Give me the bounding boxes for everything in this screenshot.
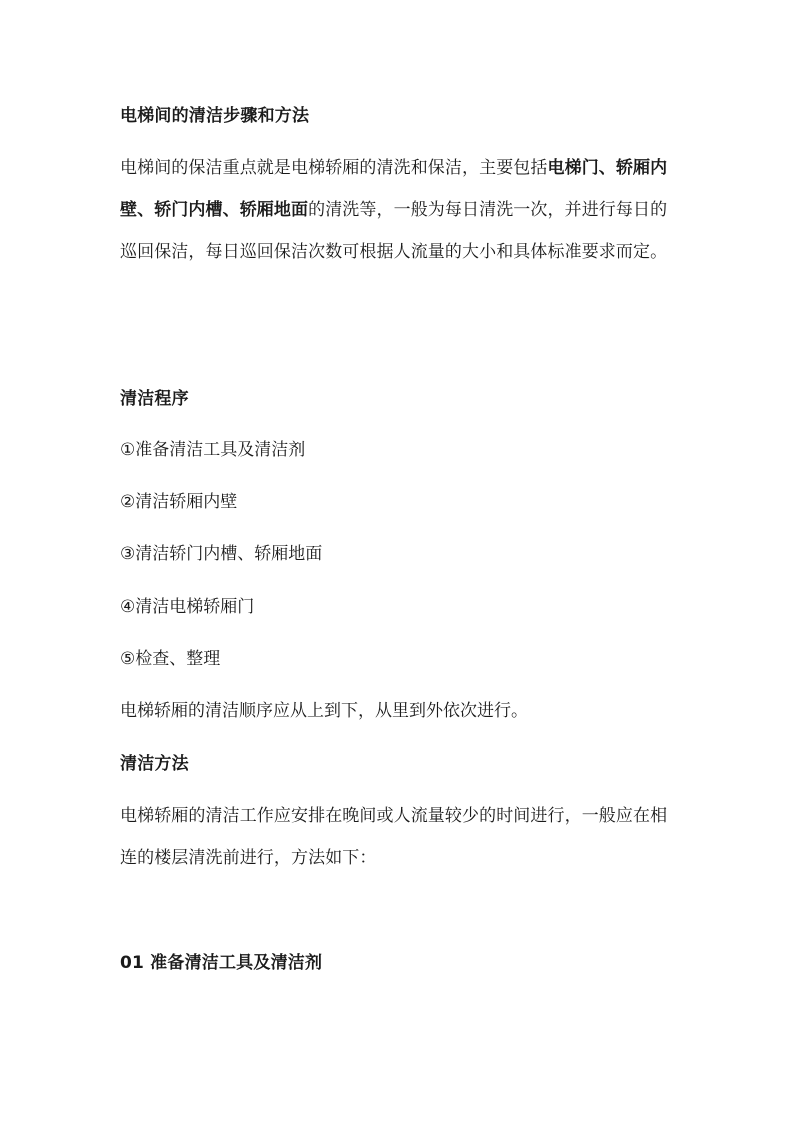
- procedure-step-1: ①准备清洁工具及清洁剂: [120, 440, 306, 460]
- intro-paragraph: [120, 147, 676, 273]
- procedure-step-4: ④清洁电梯轿厢门: [120, 597, 255, 617]
- intro-bold-items: 电梯门、轿厢内壁、轿门内槽、轿厢地面: [120, 158, 668, 220]
- section-01-heading: 01 准备清洁工具及清洁剂: [120, 953, 323, 973]
- procedure-step-3: ③清洁轿门内槽、轿厢地面: [120, 544, 323, 564]
- procedure-step-5: ⑤检查、整理: [120, 649, 221, 669]
- intro-text-start: 电梯间的保洁重点就是电梯轿厢的清洗和保洁，主要包括: [120, 158, 548, 178]
- method-heading: 清洁方法: [120, 754, 189, 774]
- document-title: 电梯间的清洁步骤和方法: [120, 106, 310, 126]
- procedure-heading: 清洁程序: [120, 389, 189, 409]
- cleaning-order-note: 电梯轿厢的清洁顺序应从上到下，从里到外依次进行。: [120, 701, 528, 721]
- intro-text-end: 的清洗等，一般为每日清洗一次，并进行每日的巡回保洁，每日巡回保洁次数可根据人流量的大小和具体标准要求而定。: [120, 200, 668, 262]
- method-paragraph: 电梯轿厢的清洁工作应安排在晚间或人流量较少的时间进行，一般应在相连的楼层清洗前进行，方法如下：: [120, 806, 668, 868]
- procedure-step-2: ②清洁轿厢内壁: [120, 492, 238, 512]
